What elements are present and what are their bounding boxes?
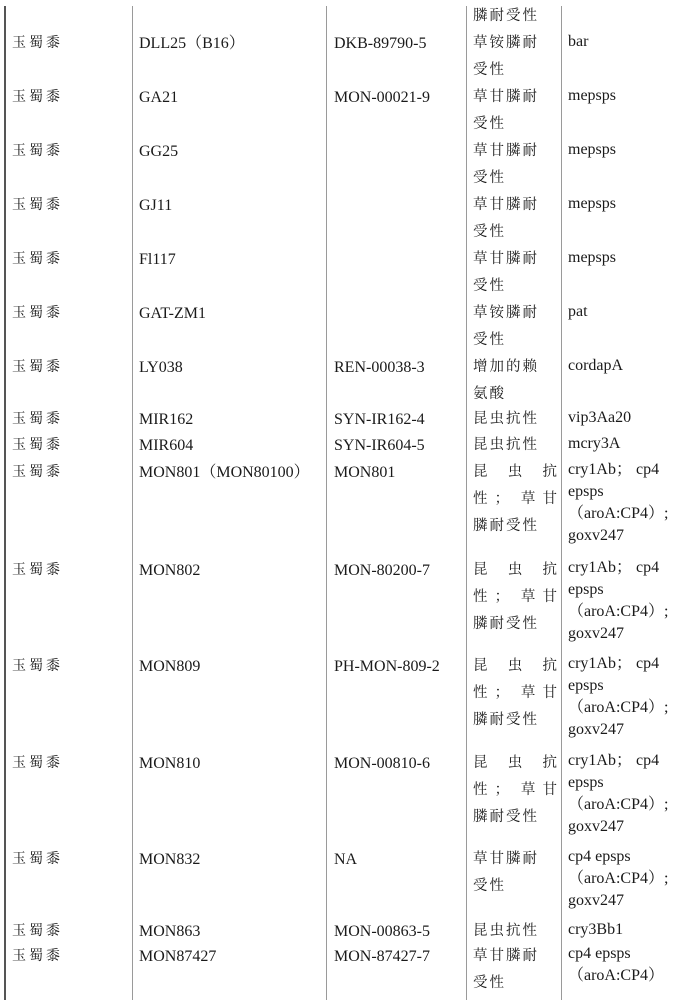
crop-cell: 玉蜀黍 <box>12 464 63 480</box>
trait-line: 昆 虫 抗 <box>473 658 557 674</box>
trait-line: 草铵膦耐 <box>473 35 539 51</box>
trait-cell <box>473 432 557 459</box>
crop-cell: 玉蜀黍 <box>12 923 63 939</box>
event-cell: GG25 <box>139 143 179 160</box>
gene-line: （aroA:CP4）; <box>568 870 669 887</box>
table-border-left <box>4 6 6 1000</box>
trait-line: 昆虫抗性 <box>473 411 539 427</box>
crop-cell: 玉蜀黍 <box>12 948 63 964</box>
unique-id-cell: MON-00810-6 <box>334 755 430 772</box>
event-cell: MON801（MON80100） <box>139 464 310 481</box>
gene-cell <box>568 354 623 378</box>
gene-cell <box>568 557 668 645</box>
gene-cell <box>568 246 616 270</box>
trait-line: 昆 虫 抗 <box>473 562 557 578</box>
column-divider-4 <box>561 6 562 1000</box>
trait-cell <box>473 30 557 84</box>
unique-id-cell: MON-80200-7 <box>334 562 430 579</box>
trait-line: 草甘膦耐 <box>473 851 539 867</box>
gene-line: （aroA:CP4）; <box>568 796 669 813</box>
gene-line: goxv247 <box>568 625 624 642</box>
trait-cell <box>473 300 557 354</box>
gene-line: goxv247 <box>568 721 624 738</box>
trait-cell <box>473 3 557 30</box>
gene-line: goxv247 <box>568 892 624 909</box>
gene-line: goxv247 <box>568 527 624 544</box>
crop-cell: 玉蜀黍 <box>12 359 63 375</box>
trait-cell <box>473 653 557 734</box>
event-cell: DLL25（B16） <box>139 35 245 52</box>
trait-line: 草铵膦耐 <box>473 305 539 321</box>
gene-line: cry1Ab； cp4 <box>568 559 660 576</box>
gene-cell <box>568 943 664 987</box>
event-cell: GA21 <box>139 89 179 106</box>
event-cell: MON809 <box>139 658 201 675</box>
trait-cell <box>473 138 557 192</box>
trait-line: 膦耐受性 <box>473 616 539 632</box>
trait-line: 受性 <box>473 116 506 132</box>
trait-line: 昆虫抗性 <box>473 923 539 939</box>
gene-cell <box>568 406 631 430</box>
trait-line: 草甘膦耐 <box>473 251 539 267</box>
unique-id-cell: NA <box>334 851 358 868</box>
gene-cell <box>568 138 616 162</box>
trait-cell <box>473 246 557 300</box>
gene-cell <box>568 750 668 838</box>
trait-line: 受性 <box>473 62 506 78</box>
unique-id-cell: MON-00021-9 <box>334 89 430 106</box>
crop-cell: 玉蜀黍 <box>12 35 63 51</box>
gene-line: epsps <box>568 483 604 500</box>
gene-cell <box>568 300 588 324</box>
gene-line: （aroA:CP4）; <box>568 699 669 716</box>
gene-line: mepsps <box>568 249 616 266</box>
column-divider-1 <box>132 6 133 1000</box>
unique-id-cell: SYN-IR162-4 <box>334 411 425 428</box>
crop-cell: 玉蜀黍 <box>12 437 63 453</box>
gene-line: cp4 epsps <box>568 945 631 962</box>
trait-line: 草甘膦耐 <box>473 197 539 213</box>
gene-cell <box>568 918 623 942</box>
gene-line: vip3Aa20 <box>568 409 632 426</box>
trait-line: 昆 虫 抗 <box>473 464 557 480</box>
column-divider-2 <box>326 6 327 1000</box>
trait-line: 膦耐受性 <box>473 712 539 728</box>
gene-cell <box>568 30 588 54</box>
gene-line: mepsps <box>568 195 616 212</box>
gene-line: goxv247 <box>568 818 624 835</box>
trait-line: 受性 <box>473 878 506 894</box>
event-cell: MIR604 <box>139 437 194 454</box>
unique-id-cell: MON-87427-7 <box>334 948 430 965</box>
trait-line: 草甘膦耐 <box>473 143 539 159</box>
event-cell: Fl117 <box>139 251 176 268</box>
event-cell: LY038 <box>139 359 183 376</box>
crop-cell: 玉蜀黍 <box>12 143 63 159</box>
trait-line: 膦耐受性 <box>473 809 539 825</box>
unique-id-cell: REN-00038-3 <box>334 359 425 376</box>
gene-cell <box>568 653 668 741</box>
trait-cell <box>473 557 557 638</box>
crop-cell: 玉蜀黍 <box>12 89 63 105</box>
trait-line: 草甘膦耐 <box>473 89 539 105</box>
crop-cell: 玉蜀黍 <box>12 658 63 674</box>
crop-cell: 玉蜀黍 <box>12 305 63 321</box>
trait-line: 受性 <box>473 224 506 240</box>
gene-line: epsps <box>568 774 604 791</box>
gene-line: cry1Ab； cp4 <box>568 461 660 478</box>
trait-line: 受性 <box>473 975 506 991</box>
unique-id-cell: SYN-IR604-5 <box>334 437 425 454</box>
trait-cell <box>473 406 557 433</box>
gene-line: （aroA:CP4）; <box>568 505 669 522</box>
trait-line: 性； 草甘 <box>473 782 557 798</box>
trait-line: 受性 <box>473 278 506 294</box>
trait-cell <box>473 918 557 945</box>
gene-line: cry1Ab； cp4 <box>568 655 660 672</box>
trait-line: 昆虫抗性 <box>473 437 539 453</box>
gene-line: epsps <box>568 677 604 694</box>
unique-id-cell: DKB-89790-5 <box>334 35 427 52</box>
gene-line: cp4 epsps <box>568 848 631 865</box>
trait-line: 膦耐受性 <box>473 518 539 534</box>
gene-line: （aroA:CP4）; <box>568 603 669 620</box>
gene-cell <box>568 84 616 108</box>
gene-line: cordapA <box>568 357 624 374</box>
gene-line: cry3Bb1 <box>568 921 624 938</box>
trait-line: 性； 草甘 <box>473 685 557 701</box>
event-cell: MON802 <box>139 562 201 579</box>
trait-line: 受性 <box>473 332 506 348</box>
trait-cell <box>473 750 557 831</box>
gene-cell <box>568 846 668 912</box>
gene-line: bar <box>568 33 589 50</box>
trait-line: 性； 草甘 <box>473 589 557 605</box>
trait-line: 受性 <box>473 170 506 186</box>
event-cell: MON863 <box>139 923 201 940</box>
trait-cell <box>473 354 557 408</box>
trait-cell <box>473 846 557 900</box>
trait-cell <box>473 84 557 138</box>
trait-line: 氨酸 <box>473 386 506 402</box>
event-cell: GJ11 <box>139 197 173 214</box>
trait-cell <box>473 192 557 246</box>
column-divider-3 <box>466 6 467 1000</box>
gene-cell <box>568 432 620 456</box>
event-cell: GAT-ZM1 <box>139 305 206 322</box>
gene-cell <box>568 192 616 216</box>
crop-cell: 玉蜀黍 <box>12 251 63 267</box>
event-cell: MON832 <box>139 851 201 868</box>
trait-line: 草甘膦耐 <box>473 948 539 964</box>
gene-line: epsps <box>568 581 604 598</box>
gene-cell <box>568 459 668 547</box>
trait-line: 膦耐受性 <box>473 8 539 24</box>
gene-line: （aroA:CP4） <box>568 967 665 984</box>
event-cell: MON810 <box>139 755 201 772</box>
gene-line: pat <box>568 303 588 320</box>
trait-line: 增加的赖 <box>473 359 539 375</box>
trait-line: 性； 草甘 <box>473 491 557 507</box>
trait-cell <box>473 459 557 540</box>
crop-cell: 玉蜀黍 <box>12 197 63 213</box>
event-cell: MON87427 <box>139 948 217 965</box>
unique-id-cell: MON801 <box>334 464 396 481</box>
unique-id-cell: PH-MON-809-2 <box>334 658 440 675</box>
crop-cell: 玉蜀黍 <box>12 411 63 427</box>
crop-cell: 玉蜀黍 <box>12 755 63 771</box>
gene-line: mepsps <box>568 87 616 104</box>
unique-id-cell: MON-00863-5 <box>334 923 430 940</box>
crop-cell: 玉蜀黍 <box>12 851 63 867</box>
gene-line: mepsps <box>568 141 616 158</box>
gene-line: mcry3A <box>568 435 621 452</box>
trait-line: 昆 虫 抗 <box>473 755 557 771</box>
gene-line: cry1Ab； cp4 <box>568 752 660 769</box>
event-cell: MIR162 <box>139 411 194 428</box>
crop-cell: 玉蜀黍 <box>12 562 63 578</box>
trait-cell <box>473 943 557 997</box>
